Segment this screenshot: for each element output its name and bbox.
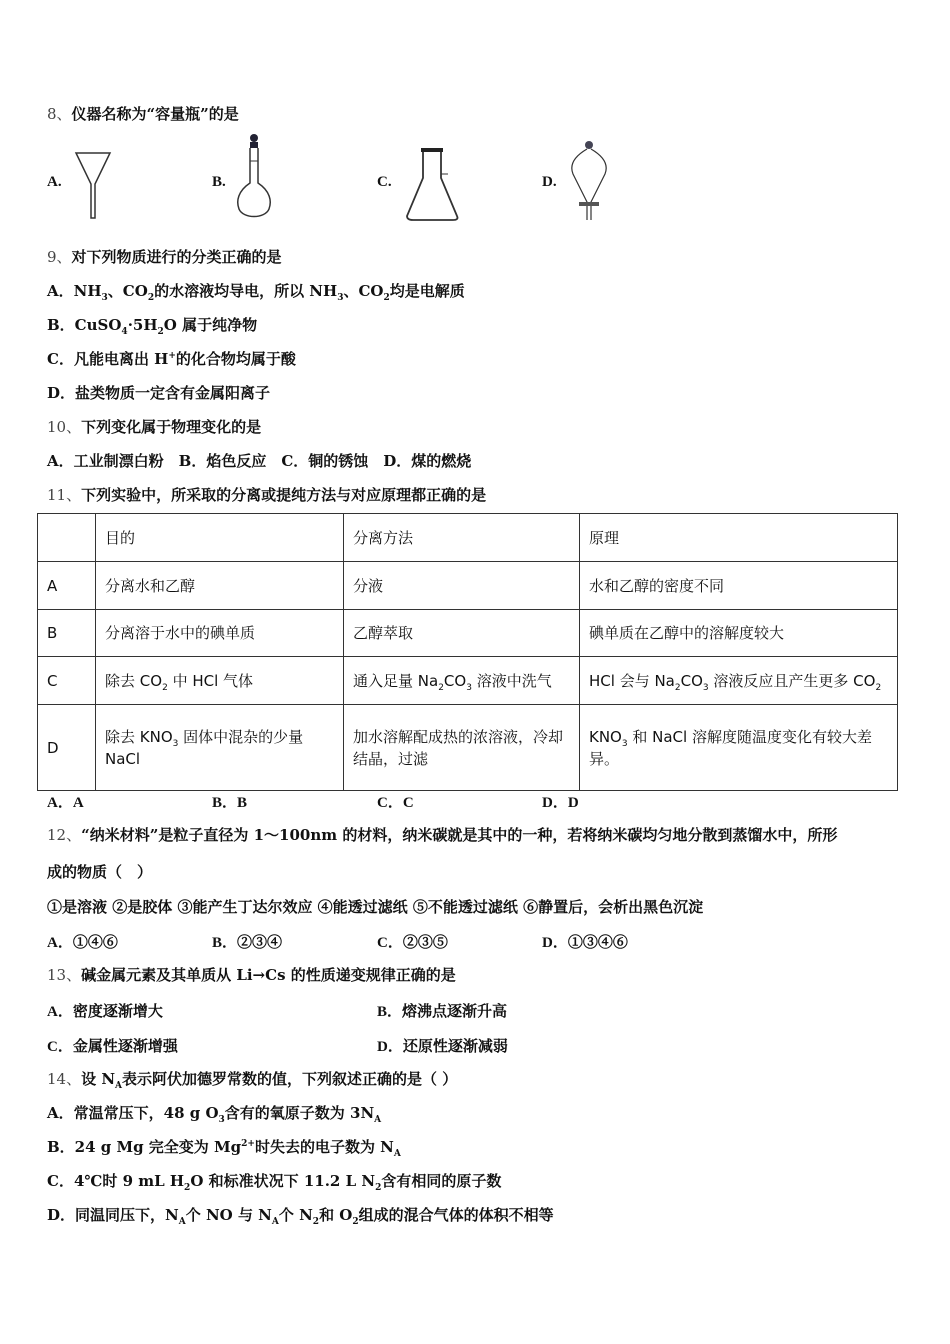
answer-option[interactable]: A．①④⑥ <box>47 935 118 951</box>
erlenmeyer-flask-icon <box>403 146 463 226</box>
subscript: 3 <box>218 1115 225 1125</box>
text-segment: HCl 会与 Na <box>589 671 675 690</box>
subscript: A <box>393 1149 401 1159</box>
text-segment: C．凡能电离出 H <box>47 350 169 368</box>
text-line <box>47 862 152 882</box>
text-segment: D．盐类物质一定含有金属阳离子 <box>47 384 271 402</box>
text-line <box>47 897 703 917</box>
subscript: 2 <box>162 682 168 693</box>
answer-option[interactable]: B．熔沸点逐渐升高 <box>377 1004 508 1020</box>
text-line <box>47 825 837 845</box>
text-segment: O 和标准状况下 11.2 L N <box>190 1172 376 1190</box>
text-segment: 分离水和乙醇 <box>105 576 196 595</box>
answer-option[interactable]: D．还原性逐渐减弱 <box>377 1039 508 1055</box>
table-cell <box>96 562 344 610</box>
text-line <box>47 383 270 403</box>
answer-option[interactable]: B．②③④ <box>212 935 283 951</box>
table-cell <box>344 610 580 657</box>
volumetric-flask-icon <box>234 133 274 227</box>
text-segment: 分液 <box>353 576 384 595</box>
table-cell <box>96 610 344 657</box>
text-line <box>47 485 486 505</box>
superscript: 2+ <box>241 1139 255 1149</box>
text-segment: 碘单质在乙醇中的溶解度较大 <box>589 624 785 642</box>
text-segment: 水和乙醇的密度不同 <box>589 576 725 595</box>
text-segment: 均是电解质 <box>389 282 465 300</box>
text-segment: “纳米材料”是粒子直径为 1～100nm 的材料，纳米碳就是其中的一种，若将纳米碳均匀地分散到蒸馏水中，所形 <box>81 826 838 844</box>
question-8-option-b[interactable]: B. <box>212 174 226 190</box>
table-row <box>38 705 898 791</box>
text-line <box>47 1137 401 1157</box>
table-cell <box>580 610 898 657</box>
text-segment: 和 NaCl 溶解度随温度变化有较大差异。 <box>589 727 872 768</box>
text-line <box>47 1171 501 1191</box>
question-number: 9、 <box>47 248 72 266</box>
subscript: A <box>115 1081 123 1091</box>
table-section <box>0 513 950 1241</box>
text-segment: 含有相同的原子数 <box>381 1172 502 1190</box>
text-segment: 对下列物质进行的分类正确的是 <box>71 248 282 266</box>
subscript: 3 <box>621 738 628 749</box>
separatory-funnel-icon <box>567 140 611 224</box>
table-header-row <box>38 514 898 562</box>
text-segment: 时失去的电子数为 N <box>254 1138 394 1156</box>
text-segment: ①是溶液 ②是胶体 ③能产生丁达尔效应 ④能透过滤纸 ⑤不能透过滤纸 ⑥静置后，会析出黑色沉淀 <box>47 898 704 916</box>
text-segment: 通入足量 Na <box>353 671 439 690</box>
text-segment: 和 O <box>319 1206 353 1224</box>
text-segment: CO <box>680 671 703 690</box>
superscript: + <box>168 351 176 361</box>
answer-option[interactable]: D．D <box>542 795 579 811</box>
text-line <box>47 1103 381 1123</box>
table-cell <box>96 705 344 791</box>
text-segment: 设 N <box>81 1070 116 1088</box>
text-segment: 加水溶解配成热的浓溶液，冷却结晶，过滤 <box>353 727 564 768</box>
text-segment: 仪器名称为“容量瓶”的是 <box>71 105 239 123</box>
text-segment: 溶液反应且产生更多 CO <box>708 671 876 690</box>
table-cell <box>38 657 96 705</box>
table-cell <box>96 514 344 562</box>
answer-option[interactable]: B．B <box>212 795 248 811</box>
text-segment: 分离溶于水中的碘单质 <box>105 624 256 642</box>
question-number: 8、 <box>47 105 72 123</box>
subscript: 2 <box>157 327 164 337</box>
text-line <box>47 1069 457 1089</box>
text-line <box>47 247 282 267</box>
text-line <box>47 281 465 301</box>
text-segment: A．常温常压下，48 g O <box>47 1104 219 1122</box>
text-line <box>47 1205 554 1225</box>
table-cell <box>38 705 96 791</box>
answer-option[interactable]: C．②③⑤ <box>377 935 448 951</box>
subscript: 2 <box>184 1183 191 1193</box>
funnel-icon <box>73 150 113 224</box>
text-segment: CO <box>443 671 467 690</box>
question-8-option-c[interactable]: C. <box>377 174 392 190</box>
subscript: 3 <box>702 682 709 693</box>
subscript: 2 <box>875 682 882 693</box>
text-segment: 成的物质（ ） <box>47 863 153 881</box>
text-segment: 个 N <box>278 1206 313 1224</box>
table-cell <box>344 514 580 562</box>
subscript: 2 <box>674 682 681 693</box>
text-segment: 除去 CO <box>105 671 163 690</box>
question-8-stem <box>47 104 239 124</box>
separation-methods-table <box>37 513 898 791</box>
text-segment: A．NH <box>47 282 102 300</box>
question-number: 13、 <box>47 966 82 984</box>
subscript: 2 <box>438 682 444 693</box>
subscript: 3 <box>466 682 472 693</box>
text-segment: O 属于纯净物 <box>163 316 258 334</box>
text-segment: C．4℃时 9 mL H <box>47 1172 185 1190</box>
text-segment: A <box>47 576 58 595</box>
subscript: A <box>374 1115 382 1125</box>
text-segment: 的化合物均属于酸 <box>175 350 296 368</box>
subscript: 2 <box>352 1217 359 1227</box>
question-number: 12、 <box>47 826 82 844</box>
table-cell <box>580 657 898 705</box>
text-segment: 下列变化属于物理变化的是 <box>81 418 262 436</box>
table-cell <box>344 562 580 610</box>
text-segment: 分离方法 <box>353 528 414 547</box>
answer-option[interactable]: A．密度逐渐增大 <box>47 1004 163 1020</box>
question-8-option-d[interactable]: D. <box>542 174 557 190</box>
after-table-section <box>0 791 950 1241</box>
subscript: 3 <box>101 293 108 303</box>
table-cell <box>580 514 898 562</box>
table-cell <box>344 705 580 791</box>
table-cell <box>38 514 96 562</box>
table-cell <box>96 657 344 705</box>
table-cell <box>580 562 898 610</box>
text-line <box>47 965 456 985</box>
subscript: 3 <box>172 738 179 749</box>
text-segment: B．CuSO <box>47 316 122 334</box>
text-segment: 含有的氧原子数为 3N <box>224 1104 375 1122</box>
table-cell <box>38 610 96 657</box>
text-segment: 固体中混杂的少量 NaCl <box>105 727 304 768</box>
table-cell <box>344 657 580 705</box>
text-segment: 的水溶液均导电，所以 NH <box>154 282 338 300</box>
text-segment: 碱金属元素及其单质从 Li→Cs 的性质递变规律正确的是 <box>81 966 456 984</box>
subscript: A <box>271 1217 279 1227</box>
text-segment: 、CO <box>107 282 148 300</box>
text-segment: 表示阿伏加德罗常数的值，下列叙述正确的是（ ） <box>122 1070 458 1088</box>
table-cell <box>38 562 96 610</box>
subscript: 2 <box>375 1183 382 1193</box>
text-line <box>47 451 471 471</box>
subscript: 2 <box>312 1217 320 1227</box>
text-segment: 中 HCl 气体 <box>167 671 254 690</box>
text-segment: 乙醇萃取 <box>353 624 414 642</box>
answer-option[interactable]: C．金属性逐渐增强 <box>47 1039 178 1055</box>
table-row <box>38 657 898 705</box>
question-8-option-a[interactable]: A. <box>47 174 62 190</box>
text-segment: ·5H <box>127 316 158 334</box>
text-segment: 下列实验中，所采取的分离或提纯方法与对应原理都正确的是 <box>81 486 487 504</box>
text-line <box>47 417 261 437</box>
text-segment: 、CO <box>343 282 384 300</box>
text-segment: 目的 <box>105 528 136 547</box>
text-segment: 除去 KNO <box>105 727 173 746</box>
question-number: 14、 <box>47 1070 82 1088</box>
text-segment: 组成的混合气体的体积不相等 <box>358 1206 554 1224</box>
text-segment: C <box>47 671 58 690</box>
text-line <box>47 315 257 335</box>
answer-option[interactable]: A．A <box>47 795 84 811</box>
table-row <box>38 610 898 657</box>
subscript: 2 <box>383 293 390 303</box>
subscript: 2 <box>147 293 155 303</box>
answer-option[interactable]: C．C <box>377 795 414 811</box>
text-segment: B <box>47 624 58 642</box>
text-segment: D．同温同压下，N <box>47 1206 179 1224</box>
table-cell <box>580 705 898 791</box>
subscript: 3 <box>337 293 344 303</box>
text-segment: KNO <box>589 727 622 746</box>
text-segment: 个 NO 与 N <box>185 1206 272 1224</box>
text-segment: B．24 g Mg 完全变为 Mg <box>47 1138 242 1156</box>
question-number: 11、 <box>47 486 82 504</box>
subscript: 4 <box>121 327 128 337</box>
text-segment: 溶液中洗气 <box>471 671 552 690</box>
table-row <box>38 562 898 610</box>
question-number: 10、 <box>47 418 82 436</box>
text-segment: D <box>47 738 59 757</box>
subscript: A <box>178 1217 186 1227</box>
text-line <box>47 349 296 369</box>
text-segment: A．工业制漂白粉 B．焰色反应 C．铜的锈蚀 D．煤的燃烧 <box>47 452 472 470</box>
text-segment: 原理 <box>589 528 620 547</box>
answer-option[interactable]: D．①③④⑥ <box>542 935 628 951</box>
